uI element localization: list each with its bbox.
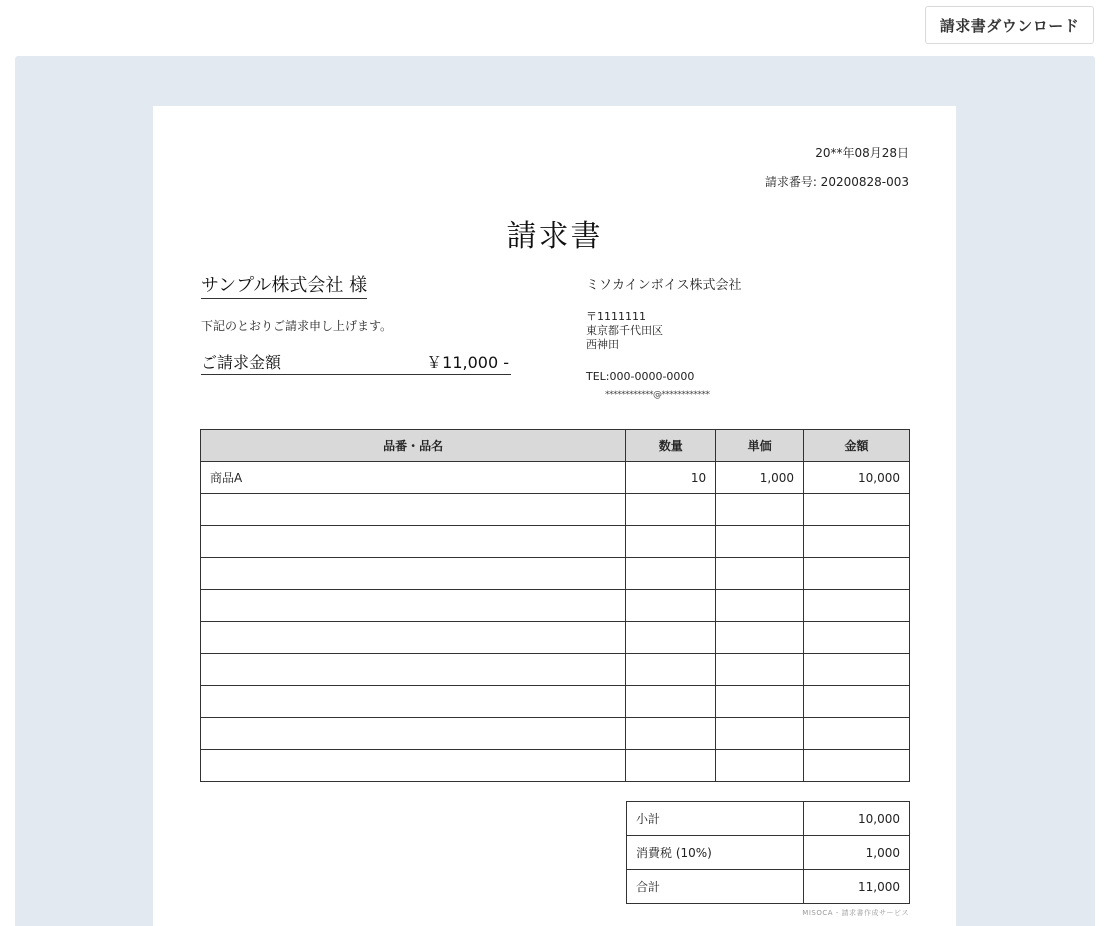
lead-text: 下記のとおりご請求申し上げます。 bbox=[201, 319, 393, 333]
header-amount: 金額 bbox=[804, 430, 910, 462]
customer-name: サンプル株式会社 様 bbox=[201, 271, 367, 299]
issuer-name: ミソカインボイス株式会社 bbox=[586, 278, 742, 293]
cell-quantity bbox=[626, 622, 716, 654]
cell-quantity bbox=[626, 750, 716, 782]
totals-table bbox=[626, 801, 910, 904]
cell-amount bbox=[804, 750, 910, 782]
cell-item-name bbox=[201, 654, 626, 686]
cell-quantity bbox=[626, 686, 716, 718]
total-value: 11,000 bbox=[804, 870, 910, 904]
table-row bbox=[201, 718, 910, 750]
cell-unit-price bbox=[716, 622, 804, 654]
table-row bbox=[201, 622, 910, 654]
total-row bbox=[627, 870, 910, 904]
cell-item-name bbox=[201, 718, 626, 750]
tax-value: 1,000 bbox=[804, 836, 910, 870]
cell-amount bbox=[804, 558, 910, 590]
cell-quantity bbox=[626, 590, 716, 622]
total-label: 合計 bbox=[627, 870, 804, 904]
tax-label: 消費税 (10%) bbox=[627, 836, 804, 870]
cell-quantity bbox=[626, 718, 716, 750]
cell-amount bbox=[804, 686, 910, 718]
subtotal-row bbox=[627, 802, 910, 836]
cell-quantity bbox=[626, 558, 716, 590]
cell-unit-price bbox=[716, 590, 804, 622]
footer-brand: MISOCA - 請求書作成サービス bbox=[802, 909, 909, 917]
table-row bbox=[201, 494, 910, 526]
cell-amount: 10,000 bbox=[804, 462, 910, 494]
cell-unit-price bbox=[716, 526, 804, 558]
document-title: 請求書 bbox=[506, 219, 603, 254]
items-table bbox=[200, 429, 910, 782]
cell-quantity: 10 bbox=[626, 462, 716, 494]
table-row bbox=[201, 750, 910, 782]
cell-amount bbox=[804, 526, 910, 558]
cell-amount bbox=[804, 654, 910, 686]
cell-amount bbox=[804, 718, 910, 750]
table-row bbox=[201, 590, 910, 622]
header-item-name: 品番・品名 bbox=[201, 430, 626, 462]
table-row bbox=[201, 558, 910, 590]
cell-item-name bbox=[201, 750, 626, 782]
cell-amount bbox=[804, 622, 910, 654]
tax-row bbox=[627, 836, 910, 870]
cell-unit-price bbox=[716, 654, 804, 686]
subtotal-value: 10,000 bbox=[804, 802, 910, 836]
subtotal-label: 小計 bbox=[627, 802, 804, 836]
invoice-paper bbox=[153, 106, 956, 926]
table-row bbox=[201, 686, 910, 718]
cell-unit-price bbox=[716, 494, 804, 526]
cell-item-name bbox=[201, 622, 626, 654]
cell-unit-price bbox=[716, 750, 804, 782]
top-bar bbox=[0, 0, 1112, 56]
header-quantity: 数量 bbox=[626, 430, 716, 462]
invoice-download-button[interactable]: 請求書ダウンロード bbox=[925, 6, 1094, 44]
billing-amount-label: ご請求金額 bbox=[201, 353, 282, 372]
table-row bbox=[201, 654, 910, 686]
cell-unit-price bbox=[716, 558, 804, 590]
cell-item-name bbox=[201, 686, 626, 718]
invoice-number: 請求番号: 20200828-003 bbox=[764, 175, 909, 189]
cell-item-name: 商品A bbox=[201, 462, 626, 494]
cell-quantity bbox=[626, 654, 716, 686]
issuer-address-line1: 東京都千代田区 bbox=[586, 324, 663, 337]
billing-amount-value: ￥11,000 - bbox=[426, 353, 509, 372]
header-unit-price: 単価 bbox=[716, 430, 804, 462]
cell-item-name bbox=[201, 526, 626, 558]
cell-item-name bbox=[201, 494, 626, 526]
cell-quantity bbox=[626, 494, 716, 526]
issuer-email: ************@************ bbox=[605, 390, 710, 400]
cell-item-name bbox=[201, 590, 626, 622]
items-table-header bbox=[201, 430, 910, 462]
cell-unit-price bbox=[716, 686, 804, 718]
billing-amount bbox=[201, 350, 511, 375]
issuer-address-line2: 西神田 bbox=[586, 338, 619, 351]
cell-amount bbox=[804, 494, 910, 526]
table-row bbox=[201, 526, 910, 558]
issuer-postal: 〒1111111 bbox=[586, 310, 646, 323]
issue-date: 20**年08月28日 bbox=[815, 146, 909, 160]
cell-amount bbox=[804, 590, 910, 622]
table-row bbox=[201, 462, 910, 494]
cell-quantity bbox=[626, 526, 716, 558]
issuer-address bbox=[586, 310, 663, 352]
cell-unit-price bbox=[716, 718, 804, 750]
cell-unit-price: 1,000 bbox=[716, 462, 804, 494]
issuer-tel: TEL:000-0000-0000 bbox=[586, 370, 695, 383]
cell-item-name bbox=[201, 558, 626, 590]
